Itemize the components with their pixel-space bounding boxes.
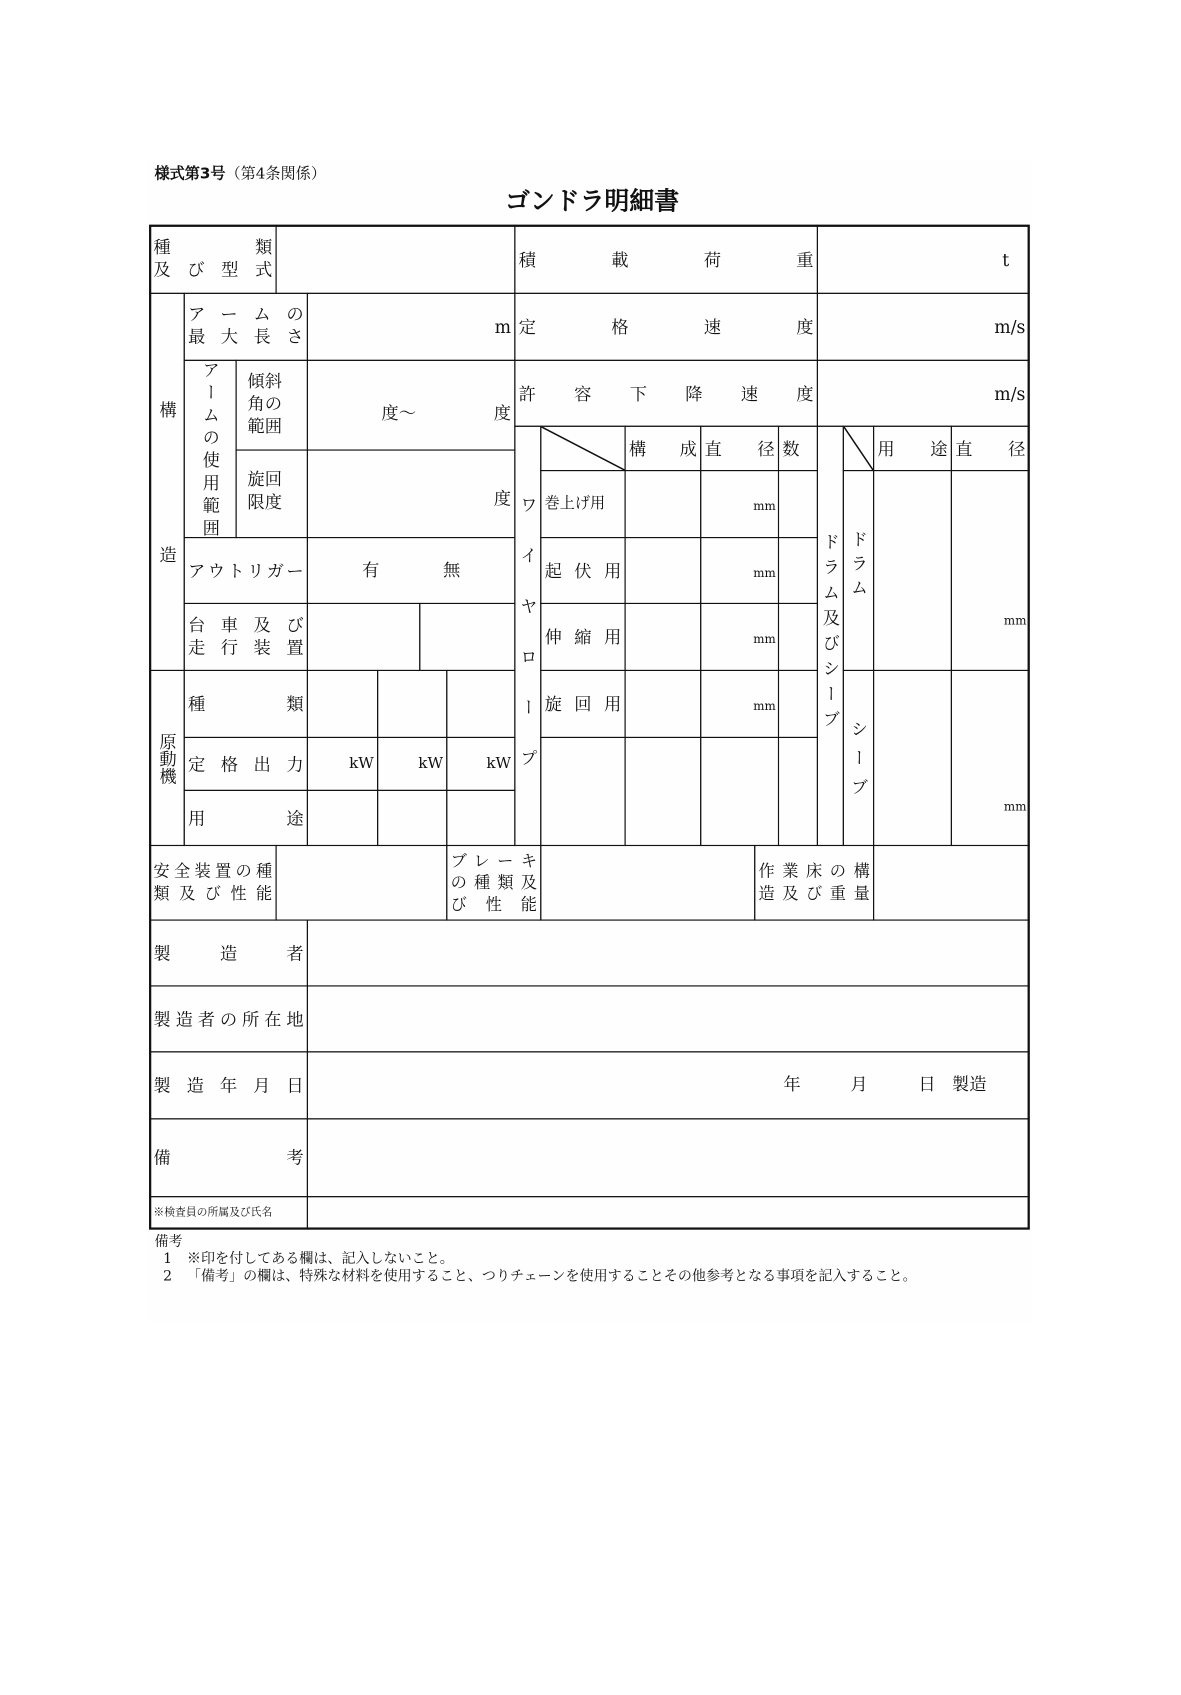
form-number-label: 様式第3号 <box>154 165 226 183</box>
day-unit: 日 <box>918 1074 936 1095</box>
kw-unit: kW <box>349 754 374 773</box>
motor-type-label: 種類 <box>188 693 304 715</box>
sheave-label: シーブ <box>848 719 869 796</box>
wire-diameter-field[interactable] <box>700 603 779 671</box>
work-floor-label-1: 作業床の構 <box>758 861 870 881</box>
telescoping-label: 伸縮用 <box>544 626 622 648</box>
load-label-cell <box>514 225 818 294</box>
arm-range-label: アームの使用範囲 <box>199 360 221 536</box>
motor-type-field-2[interactable] <box>377 670 447 738</box>
motor-label-cell <box>149 670 185 846</box>
motor-type-field-3[interactable] <box>446 670 515 738</box>
motor-type-field-1[interactable] <box>307 670 378 738</box>
wire-row-label <box>540 670 625 738</box>
motor-type-label-cell <box>184 670 308 738</box>
note-item <box>155 1269 1019 1286</box>
maker-label: 製造者 <box>153 942 304 964</box>
manufactured-suffix: 製造 <box>951 1074 987 1095</box>
year-unit: 年 <box>783 1074 801 1095</box>
safety-device-field[interactable] <box>276 845 448 921</box>
motor-output-field-1[interactable] <box>307 737 378 791</box>
note-text: ※印を付してある欄は、記入しないこと。 <box>186 1251 454 1268</box>
composition-header: 構成 <box>628 438 697 459</box>
wire-composition-field[interactable] <box>625 737 702 846</box>
drum-label-cell <box>843 470 874 671</box>
maker-address-label: 製造者の所在地 <box>153 1008 304 1030</box>
drum-header-diameter <box>951 426 1030 471</box>
sheave-label-cell <box>843 670 874 846</box>
arm-range-label-cell <box>184 360 237 538</box>
remarks-field[interactable] <box>307 1118 1030 1197</box>
type-value-field[interactable] <box>276 225 516 294</box>
tilt-to-unit: 度 <box>493 403 512 424</box>
wire-row-label <box>540 603 625 671</box>
maker-address-field[interactable] <box>307 985 1030 1052</box>
safety-device-label-cell <box>149 845 276 921</box>
arm-length-field[interactable] <box>307 293 516 361</box>
tilt-label-2: 角の <box>247 393 283 414</box>
drum-sheave-label: ドラム及びシーブ <box>820 532 841 728</box>
manufacture-date-label-cell <box>149 1051 308 1119</box>
drum-label: ドラム <box>848 530 869 596</box>
wire-header-composition <box>625 426 702 471</box>
carriage-field-2[interactable] <box>419 603 515 671</box>
wire-count-field[interactable] <box>778 670 818 738</box>
motor-use-field-1[interactable] <box>307 790 378 846</box>
load-label: 積載荷重 <box>518 249 814 270</box>
wire-extra-label-field[interactable] <box>540 737 625 846</box>
tilt-from-unit: 度～ <box>381 403 417 424</box>
arm-length-label-1: アームの <box>188 303 304 325</box>
brake-label-3: び性能 <box>450 894 538 915</box>
swing-label-1: 旋回 <box>247 468 283 490</box>
type-label: 種類 <box>153 236 273 258</box>
motor-use-field-3[interactable] <box>446 790 515 846</box>
page-title: ゴンドラ明細書 <box>505 188 680 217</box>
wire-composition-field[interactable] <box>625 470 702 538</box>
tilt-range-field[interactable] <box>307 360 516 451</box>
descent-speed-field[interactable] <box>817 360 1030 427</box>
wire-diameter-field[interactable] <box>700 470 779 538</box>
type-label-cell <box>149 225 276 294</box>
hoist-label: 巻上げ用 <box>544 494 606 513</box>
motor-output-field-3[interactable] <box>446 737 515 791</box>
tilt-label-cell <box>236 360 308 451</box>
structure-label-cell <box>149 293 185 671</box>
inspector-field[interactable] <box>307 1196 1030 1229</box>
mm-unit: mm <box>753 499 776 514</box>
motor-output-field-2[interactable] <box>377 737 447 791</box>
month-unit: 月 <box>850 1074 868 1095</box>
wire-composition-field[interactable] <box>625 603 702 671</box>
swing-label-2: 限度 <box>247 491 283 513</box>
maker-address-label-cell <box>149 985 308 1052</box>
motor-use-label: 用途 <box>188 807 304 829</box>
wire-composition-field[interactable] <box>625 537 702 604</box>
motor-use-field-2[interactable] <box>377 790 447 846</box>
manufacture-date-label: 製造年月日 <box>153 1075 304 1096</box>
work-floor-field[interactable] <box>873 845 1030 921</box>
swing-label-cell <box>236 449 308 538</box>
luffing-label: 起伏用 <box>544 560 622 581</box>
wire-diameter-field[interactable] <box>700 737 779 846</box>
structure-label: 構造 <box>156 400 178 563</box>
motor-label: 原動機 <box>156 732 178 784</box>
wire-diameter-field[interactable] <box>700 537 779 604</box>
rated-speed-field[interactable] <box>817 293 1030 361</box>
work-floor-label-cell <box>754 845 874 921</box>
arm-length-label-2: 最大長さ <box>188 326 304 347</box>
drum-header-use <box>873 426 952 471</box>
rated-speed-label-cell <box>514 293 818 361</box>
diameter-header: 直径 <box>704 438 775 459</box>
note-text: 「備考」の欄は、特殊な材料を使用すること、つりチェーンを使用することその他参考となる事項を記入すること。 <box>186 1268 917 1285</box>
kw-unit: kW <box>418 754 444 773</box>
rated-speed-unit: m/s <box>994 316 1026 338</box>
wire-header-diameter <box>700 426 779 471</box>
remarks-label-cell <box>149 1118 308 1197</box>
tilt-label-3: 範囲 <box>247 415 283 437</box>
load-unit: t <box>1002 249 1010 270</box>
sheave-diameter-field[interactable] <box>951 670 1030 846</box>
drum-header-diagonal <box>843 426 874 471</box>
work-floor-label-2: 造及び重量 <box>758 883 870 904</box>
notes <box>155 1234 1019 1286</box>
brake-label-2: の種類及 <box>450 873 538 893</box>
drum-diameter-field[interactable] <box>951 470 1030 671</box>
note-number: 2 <box>163 1268 173 1285</box>
mm-unit: mm <box>1003 613 1027 628</box>
wire-composition-field[interactable] <box>625 670 702 738</box>
descent-speed-label: 許容下降速度 <box>518 383 814 404</box>
descent-speed-unit: m/s <box>994 383 1026 404</box>
wire-rope-label-cell <box>514 426 541 846</box>
wire-count-field[interactable] <box>778 470 818 538</box>
carriage-label-2: 走行装置 <box>188 637 304 659</box>
use-header: 用途 <box>877 438 948 459</box>
inspector-label-cell <box>149 1196 308 1229</box>
mm-unit: mm <box>753 632 776 647</box>
motor-output-label-cell <box>184 737 308 791</box>
carriage-field-1[interactable] <box>307 603 420 671</box>
note-item <box>155 1251 1019 1268</box>
carriage-label-cell <box>184 603 308 671</box>
diameter-header: 直径 <box>955 438 1026 459</box>
notes-title: 備考 <box>154 1233 183 1251</box>
arm-length-unit: m <box>494 316 512 338</box>
motor-use-label-cell <box>184 790 308 846</box>
arm-length-label-cell <box>184 293 308 361</box>
swing-unit: 度 <box>493 488 512 509</box>
load-value-field[interactable] <box>817 225 1030 294</box>
mm-unit: mm <box>753 566 776 581</box>
carriage-label-1: 台車及び <box>188 614 304 636</box>
brake-label-cell <box>446 845 541 921</box>
note-number: 1 <box>163 1251 173 1268</box>
outrigger-yes-option[interactable]: 有 <box>361 559 380 581</box>
wire-count-field[interactable] <box>778 737 818 846</box>
manufacture-date-field[interactable] <box>307 1051 1030 1119</box>
tilt-label-1: 傾斜 <box>247 370 283 392</box>
mm-unit: mm <box>1003 799 1027 814</box>
outrigger-no-option[interactable]: 無 <box>443 559 461 581</box>
slewing-label: 旋回用 <box>544 693 622 715</box>
safety-device-label-2: 類及び性能 <box>153 883 273 904</box>
swing-limit-field[interactable] <box>307 449 516 538</box>
outrigger-field[interactable] <box>307 537 516 604</box>
wire-rope-label: ワイヤロープ <box>517 495 539 767</box>
wire-count-field[interactable] <box>778 603 818 671</box>
model-label: 及び型式 <box>153 259 273 280</box>
brake-field[interactable] <box>540 845 755 921</box>
wire-header-count <box>778 426 818 471</box>
form-relation: （第4条関係） <box>225 165 326 183</box>
outrigger-label: アウトリガー <box>188 560 304 581</box>
safety-device-label-1: 安全装置の種 <box>153 861 273 881</box>
inspector-label: ※検査員の所属及び氏名 <box>153 1206 273 1219</box>
brake-label-1: ブレーキ <box>450 851 538 871</box>
mm-unit: mm <box>753 699 776 714</box>
rated-speed-label: 定格速度 <box>518 316 814 338</box>
wire-count-field[interactable] <box>778 537 818 604</box>
maker-field[interactable] <box>307 920 1030 987</box>
wire-row-label <box>540 470 625 538</box>
kw-unit: kW <box>486 754 512 773</box>
form-number <box>155 162 326 184</box>
drum-use-field[interactable] <box>873 470 952 671</box>
drum-sheave-label-cell <box>817 426 844 846</box>
outrigger-label-cell <box>184 537 308 604</box>
count-header: 数 <box>782 438 800 459</box>
descent-speed-label-cell <box>514 360 818 427</box>
maker-label-cell <box>149 920 308 987</box>
wire-header-diagonal <box>540 426 625 471</box>
remarks-label: 備考 <box>153 1147 304 1169</box>
wire-row-label <box>540 537 625 604</box>
sheave-use-field[interactable] <box>873 670 952 846</box>
wire-diameter-field[interactable] <box>700 670 779 738</box>
motor-output-label: 定格出力 <box>188 753 304 775</box>
